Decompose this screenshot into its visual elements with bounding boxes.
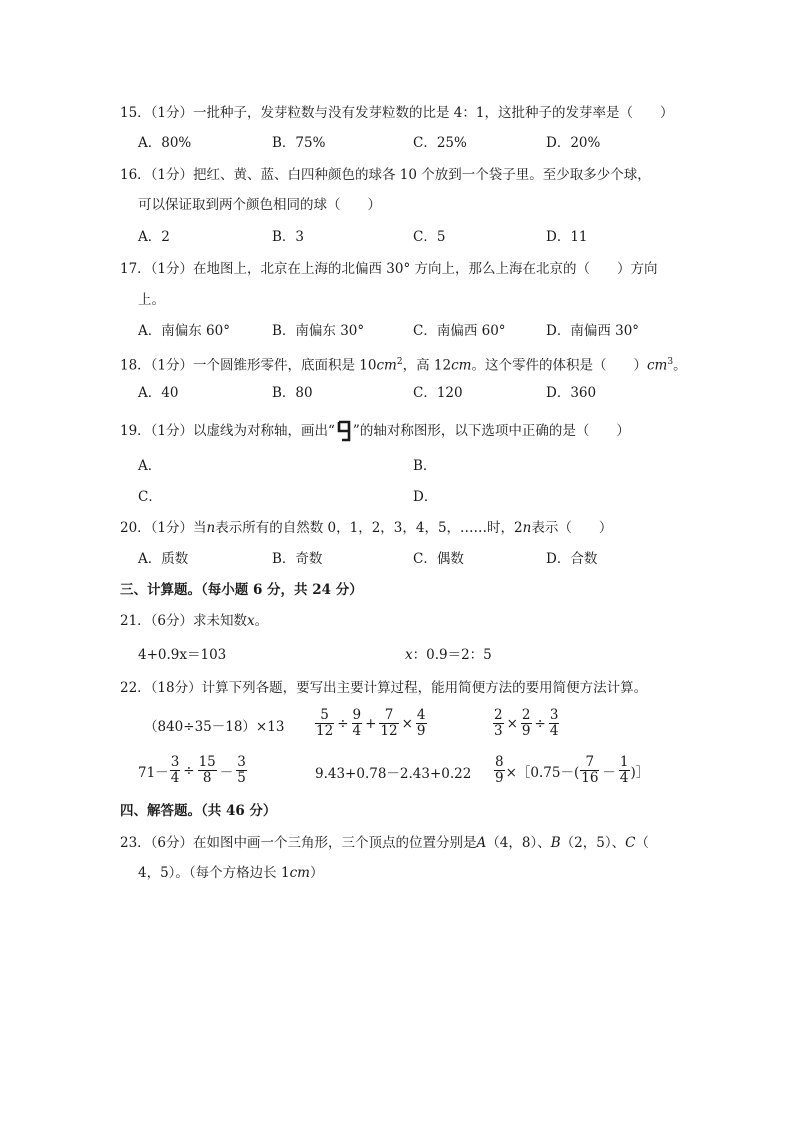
q19-stem-part-b: ”的轴对称图形，以下选项中正确的是（ ） <box>352 423 630 439</box>
q20-stem-part-b: 表示所有的自然数 0，1，2，3，4，5，……时，2 <box>215 520 523 536</box>
q18-option-b: B．80 <box>272 385 313 401</box>
q20-var-n-2: n <box>522 520 532 536</box>
q20-option-d: D．合数 <box>546 551 598 567</box>
q20-stem-part-c: 表示（ ） <box>531 520 613 536</box>
q22-expression-6 <box>493 755 649 786</box>
q18-stem <box>120 352 687 376</box>
q15-stem: 15．（1分）一批种子，发芽粒数与没有发芽粒数的比是 4：1，这批种子的发芽率是（ ） <box>120 105 674 121</box>
denominator: 9 <box>495 770 504 786</box>
q22-stem: 22．（18分）计算下列各题，要写出主要计算过程，能用简便方法的要用简便方法计算。 <box>120 680 648 696</box>
denominator: 4 <box>549 723 559 739</box>
q22-e6-tail: )］ <box>630 764 650 781</box>
q16-option-b: B．3 <box>272 229 305 245</box>
section-4-heading: 四、解答题。（共 46 分） <box>120 803 277 819</box>
q17-stem-line1: 17．（1分）在地图上，北京在上海的北偏西 30° 方向上，那么上海在北京的（ ）方向 <box>120 261 658 277</box>
q21-stem-end: 。 <box>254 613 269 629</box>
q15-option-d: D．20% <box>546 135 601 151</box>
q19-option-b: B． <box>413 458 437 474</box>
q15-option-b: B．75% <box>272 135 326 151</box>
q17-option-b: B．南偏东 30° <box>272 323 365 339</box>
numerator: 5 <box>315 708 334 724</box>
q23-point-c: C <box>625 835 636 851</box>
q18-option-a: A．40 <box>138 385 179 401</box>
operator: ÷ <box>337 715 349 732</box>
q22-expression-5 <box>315 755 471 789</box>
operator: ÷ <box>183 762 195 779</box>
q22-e6-fraction-2 <box>580 755 599 786</box>
q20-stem-part-a: 20．（1分）当 <box>120 520 207 536</box>
q22-e3-fraction-1 <box>493 708 504 739</box>
q17-option-d: D．南偏西 30° <box>546 323 640 339</box>
q22-e4-fraction-3 <box>236 755 247 786</box>
numerator: 8 <box>495 754 504 770</box>
q16-option-d: D．11 <box>546 229 588 245</box>
q22-expression-1 <box>144 710 284 740</box>
digit-nine-icon <box>337 420 351 442</box>
q16-option-a: A．2 <box>138 229 170 245</box>
denominator: 5 <box>237 770 246 786</box>
denominator: 12 <box>380 723 398 739</box>
q20-option-b: B．奇数 <box>272 551 323 567</box>
denominator: 16 <box>581 770 599 786</box>
q23-line2-end: ） <box>309 865 324 881</box>
q23-point-b-coord: （2，5）、 <box>560 835 626 851</box>
q23-unit-cm: cm <box>289 865 310 881</box>
q22-e6-middle: ×［0.75－( <box>505 764 580 781</box>
q15-option-a: A．80% <box>138 135 192 151</box>
q22-e6-fraction-3 <box>619 755 630 786</box>
q22-expression-3 <box>492 708 560 739</box>
operator: － <box>602 764 616 781</box>
q22-e2-fraction-1 <box>315 708 334 739</box>
q19-stem-part-a: 19．（1分）以虚线为对称轴，画出“ <box>120 423 335 439</box>
q22-e2-fraction-3 <box>379 708 398 739</box>
q16-stem-line1: 16．（1分）把红、黄、蓝、白四种颜色的球各 10 个放到一个袋子里。至少取多少个球， <box>120 167 651 183</box>
q22-e2-fraction-2 <box>352 708 363 739</box>
q18-unit-cm-3: cm <box>646 357 668 374</box>
q22-e3-fraction-3 <box>549 708 560 739</box>
operator: × <box>506 715 518 732</box>
denominator: 12 <box>316 723 334 739</box>
q21-eq2-var-x: x <box>405 647 413 663</box>
denominator: 3 <box>494 723 503 739</box>
q23-line2-part-a: 4，5）。（每个方格边长 1 <box>138 865 290 881</box>
operator: － <box>219 764 234 781</box>
numerator: 3 <box>549 707 559 723</box>
q22-expression-2 <box>314 708 428 739</box>
numerator: 1 <box>619 754 629 770</box>
q18-unit-cm-2: cm <box>451 357 472 374</box>
q18-unit-cm: cm <box>376 357 397 374</box>
q23-stem-part-a: 23．（6分）在如图中画一个三角形，三个顶点的位置分别是 <box>120 835 477 851</box>
operator: × <box>401 715 413 732</box>
lead-number: 71－ <box>138 764 169 781</box>
q21-eq2-rest: ：0.9＝2：5 <box>412 647 492 663</box>
denominator: 4 <box>352 723 362 739</box>
q19-option-a: A． <box>138 458 162 474</box>
denominator: 4 <box>170 770 180 786</box>
denominator: 9 <box>416 723 426 739</box>
q17-option-c: C．南偏西 60° <box>413 323 506 339</box>
q21-stem <box>120 611 268 631</box>
q19-stem <box>120 420 630 442</box>
q23-stem-line1 <box>120 833 649 853</box>
numerator: 2 <box>494 707 503 723</box>
q22-e3-fraction-2 <box>521 708 532 739</box>
q20-option-a: A．质数 <box>138 551 189 567</box>
section-3-heading: 三、计算题。（每小题 6 分，共 24 分） <box>120 582 363 598</box>
operator: + <box>365 715 377 732</box>
q20-stem <box>120 518 612 538</box>
q21-stem-part-a: 21．（6分）求未知数 <box>120 613 248 629</box>
numerator: 4 <box>416 707 426 723</box>
numerator: 3 <box>170 754 180 770</box>
q17-stem-line2: 上。 <box>138 292 165 308</box>
numerator: 2 <box>521 707 531 723</box>
q22-e4-fraction-2 <box>198 755 217 786</box>
q21-equation-1: 4+0.9x＝103 <box>138 647 227 663</box>
q18-option-d: D．360 <box>546 385 597 401</box>
denominator: 9 <box>521 723 531 739</box>
q22-e1-text: （840÷35－18）×13 <box>144 719 285 735</box>
q21-var-x: x <box>247 613 255 629</box>
q18-stem-part-a: 18．（1分）一个圆锥形零件，底面积是 10 <box>120 357 377 374</box>
numerator: 3 <box>237 754 246 770</box>
numerator: 9 <box>352 707 362 723</box>
q21-equation-2 <box>405 645 492 665</box>
q16-stem-line2: 可以保证取到两个颜色相同的球（ ） <box>138 197 381 213</box>
numerator: 7 <box>580 755 599 771</box>
numerator: 7 <box>379 708 398 724</box>
operator: ÷ <box>534 715 546 732</box>
q20-option-c: C．偶数 <box>413 551 464 567</box>
q22-e2-fraction-4 <box>416 708 427 739</box>
q23-point-b: B <box>550 835 561 851</box>
q23-point-c-open: （ <box>635 835 649 851</box>
q18-option-c: C．120 <box>413 385 463 401</box>
q23-point-a-coord: （4，8）、 <box>486 835 551 851</box>
q18-superscript-2: 2 <box>396 357 403 367</box>
q15-option-c: C．25% <box>413 135 467 151</box>
q23-stem-line2 <box>138 863 323 883</box>
q22-expression-4 <box>138 755 248 786</box>
q22-e5-text: 9.43+0.78－2.43+0.22 <box>315 766 472 782</box>
q18-stem-end: 。 <box>673 357 687 374</box>
q18-superscript-3: 3 <box>667 357 674 367</box>
q20-var-n: n <box>206 520 216 536</box>
q17-option-a: A．南偏东 60° <box>138 323 230 339</box>
q23-point-a: A <box>476 835 487 851</box>
q22-e4-fraction-1 <box>170 755 181 786</box>
q19-option-d: D． <box>413 489 438 505</box>
denominator: 8 <box>202 770 212 786</box>
numerator: 15 <box>198 754 216 770</box>
q18-stem-part-c: 。这个零件的体积是（ ） <box>471 357 647 374</box>
q18-stem-part-b: ，高 12 <box>402 357 452 374</box>
q22-e6-fraction-1 <box>494 755 505 786</box>
q16-option-c: C．5 <box>413 229 446 245</box>
q19-option-c: C． <box>138 489 162 505</box>
denominator: 4 <box>619 770 629 786</box>
